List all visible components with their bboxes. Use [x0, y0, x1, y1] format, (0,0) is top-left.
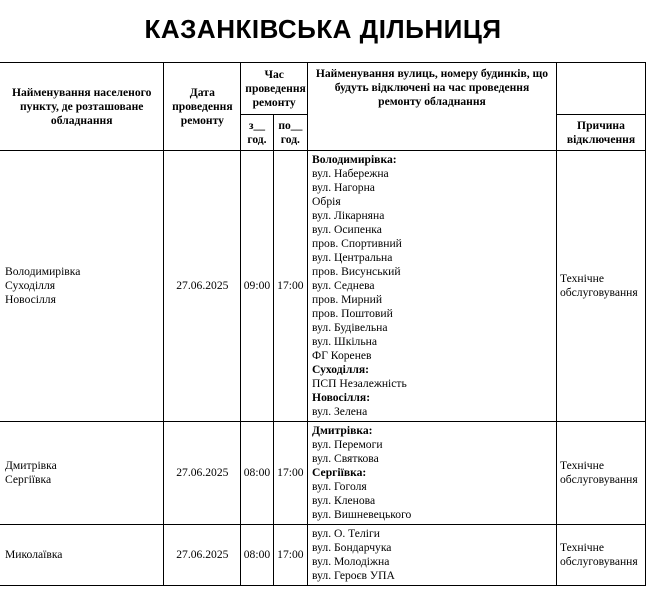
street-name: пров. Висунський [312, 265, 401, 278]
street-name: Обрія [312, 195, 341, 208]
street-name: вул. Молодіжна [312, 555, 390, 568]
time-to-cell: 17:00 [273, 151, 307, 422]
time-from-cell: 08:00 [241, 525, 273, 586]
street-name: вул. Зелена [312, 405, 368, 418]
header-to: по__ год. [273, 115, 307, 151]
street-name: вул. Вишневецького [312, 508, 412, 521]
reason-cell [556, 151, 645, 422]
settlement-heading: Новосілля: [312, 391, 371, 404]
reason-cell [556, 422, 645, 525]
date-cell: 27.06.2025 [164, 525, 241, 586]
settlement-heading: Сергіївка: [312, 466, 367, 479]
reason-text: Технічне [559, 272, 604, 285]
street-name: вул. Шкільна [312, 335, 377, 348]
place-name: Володимирівка [5, 265, 81, 278]
table-row [0, 151, 646, 422]
street-name: вул. Кленова [312, 494, 376, 507]
street-name: вул. Седнева [312, 279, 375, 292]
street-name: вул. Будівельна [312, 321, 388, 334]
outage-schedule-table [0, 62, 646, 586]
street-name: вул. Героєв УПА [312, 569, 395, 582]
header-from: з__ год. [241, 115, 273, 151]
header-reason: Причина відключення [556, 115, 645, 151]
street-name: вул. Перемоги [312, 438, 383, 451]
header-date: Дата проведення ремонту [164, 63, 241, 151]
header-time-group: Час проведення ремонту [241, 63, 308, 115]
date-cell: 27.06.2025 [164, 151, 241, 422]
street-name: пров. Мирний [312, 293, 383, 306]
reason-text: обслуговування [559, 555, 638, 568]
place-name: Новосілля [5, 293, 56, 306]
street-name: пров. Поштовий [312, 307, 393, 320]
time-to-cell: 17:00 [273, 422, 307, 525]
time-to-cell: 17:00 [273, 525, 307, 586]
table-row [0, 422, 646, 525]
reason-text: Технічне [559, 459, 604, 472]
settlement-heading: Суходілля: [312, 363, 369, 376]
street-name: вул. Гоголя [312, 480, 367, 493]
street-name: вул. Осипенка [312, 223, 382, 236]
streets-cell [308, 422, 557, 525]
table-body [0, 151, 646, 586]
reason-cell [556, 525, 645, 586]
street-name: вул. Святкова [312, 452, 379, 465]
time-from-cell: 08:00 [241, 422, 273, 525]
time-from-cell: 09:00 [241, 151, 273, 422]
place-cell [0, 422, 164, 525]
street-name: вул. О. Теліги [312, 527, 380, 540]
place-cell [0, 151, 164, 422]
street-name: вул. Бондарчука [312, 541, 392, 554]
street-name: ПСП Незалежність [312, 377, 407, 390]
streets-cell [308, 151, 557, 422]
street-name: ФГ Коренев [312, 349, 372, 362]
place-name: Миколаївка [5, 548, 63, 561]
place-name: Дмитрівка [5, 459, 57, 472]
date-cell: 27.06.2025 [164, 422, 241, 525]
reason-text: обслуговування [559, 473, 638, 486]
header-streets: Найменування вулиць, номеру будинків, що будуть відключені на час проведення ремонту обладнання [308, 63, 557, 151]
street-name: вул. Центральна [312, 251, 393, 264]
settlement-heading: Володимирівка: [312, 153, 397, 166]
street-name: вул. Нагорна [312, 181, 375, 194]
street-name: пров. Спортивний [312, 237, 402, 250]
page-title: КАЗАНКІВСЬКА ДІЛЬНИЦЯ [144, 14, 502, 44]
header-place: Найменування населеного пункту, де розташоване обладнання [0, 63, 164, 151]
reason-text: Технічне [559, 541, 604, 554]
reason-text: обслуговування [559, 286, 638, 299]
place-name: Сергіївка [5, 473, 52, 486]
place-cell [0, 525, 164, 586]
streets-cell [308, 525, 557, 586]
table-row [0, 525, 646, 586]
place-name: Суходілля [5, 279, 56, 292]
settlement-heading: Дмитрівка: [312, 424, 373, 437]
street-name: вул. Лікарняна [312, 209, 385, 222]
street-name: вул. Набережна [312, 167, 389, 180]
header-reason-spacer [556, 63, 645, 115]
